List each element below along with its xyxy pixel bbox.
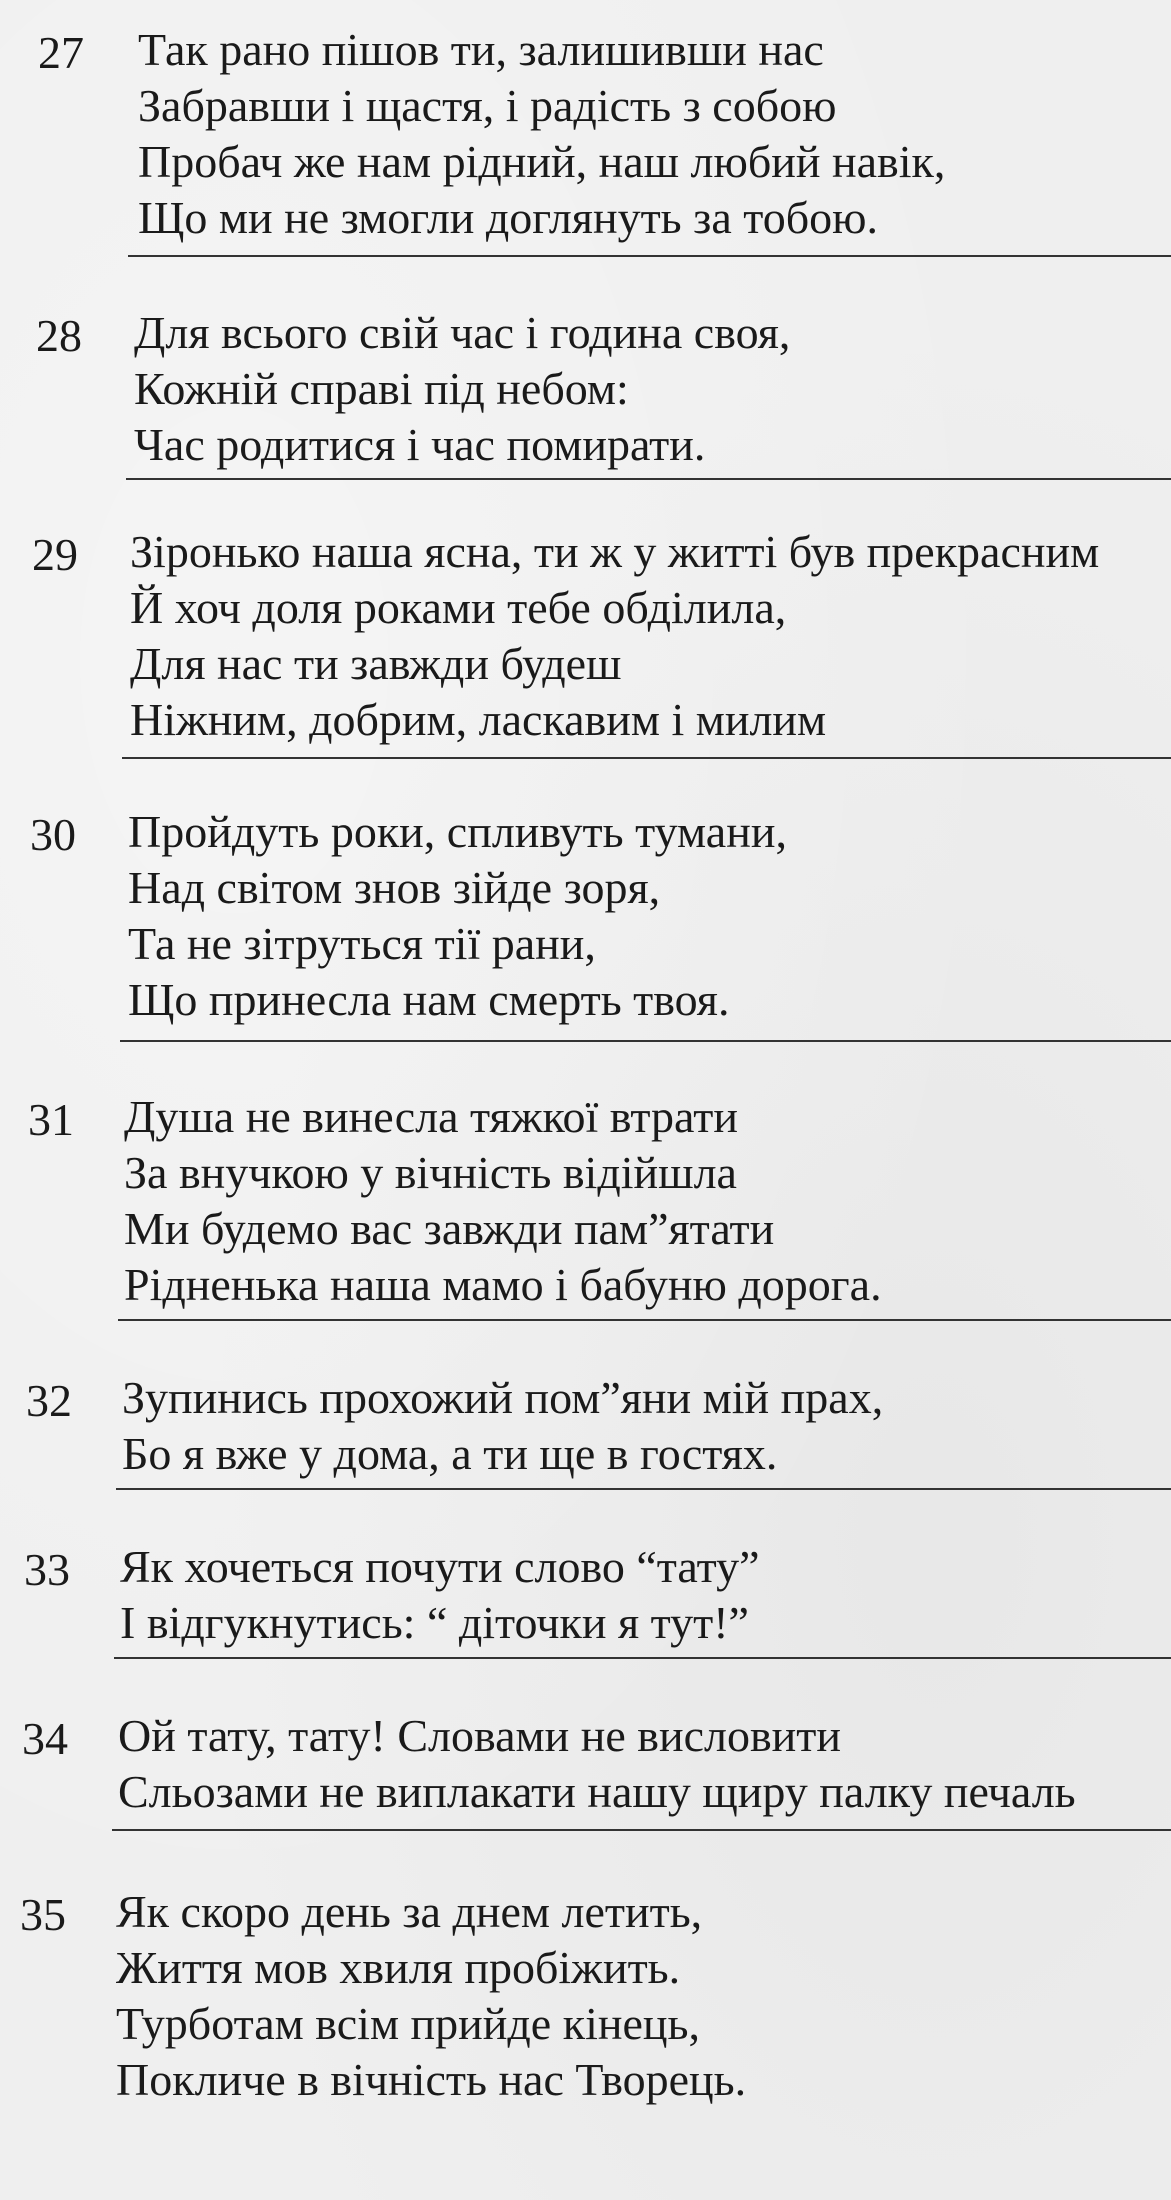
verse-line: Над світом знов зійде зоря, [128, 862, 661, 913]
verse-line: Зіронько наша ясна, ти ж у житті був прекрасним [130, 526, 1100, 577]
verse-text [120, 1539, 760, 1651]
verse-line: Життя мов хвиля пробіжить. [116, 1942, 681, 1993]
verse-number: 33 [24, 1544, 70, 1595]
verse-text [122, 1370, 883, 1482]
verse-number: 34 [22, 1713, 68, 1764]
verse-line: Час родитися і час помирати. [134, 419, 706, 470]
separator-line [120, 1040, 1171, 1042]
verse-line: Як хочеться почути слово “тату” [120, 1541, 760, 1592]
verse-line: Сльозами не виплакати нашу щиру палку печаль [118, 1766, 1076, 1817]
verse-number: 28 [36, 310, 82, 361]
verse-text [134, 305, 790, 473]
verse-line: Що принесла нам смерть твоя. [128, 974, 730, 1025]
verse-line: За внучкою у вічність відійшла [124, 1147, 737, 1198]
verse-line: Ніжним, добрим, ласкавим і милим [130, 694, 827, 745]
verse-line: Рідненька наша мамо і бабуню дорога. [124, 1259, 882, 1310]
verse-text [128, 804, 787, 1028]
separator-line [114, 1657, 1171, 1659]
separator-line [126, 478, 1171, 480]
verse-number: 27 [38, 27, 84, 78]
verse-text [130, 524, 1099, 748]
verse-text [118, 1708, 1076, 1820]
verse-number: 31 [28, 1094, 74, 1145]
separator-line [112, 1829, 1171, 1831]
verse-line: Пробач же нам рідний, наш любий навік, [138, 136, 946, 187]
verse-number: 35 [20, 1889, 66, 1940]
verse-line: Як скоро день за днем летить, [116, 1886, 703, 1937]
verse-number: 32 [26, 1375, 72, 1426]
verse-line: Так рано пішов ти, залишивши нас [138, 24, 824, 75]
verse-line: Для всього свій час і година своя, [134, 307, 791, 358]
verse-line: Що ми не змогли доглянуть за тобою. [138, 192, 878, 243]
verse-text [116, 1884, 746, 2108]
verse-line: Душа не винесла тяжкої втрати [124, 1091, 738, 1142]
verse-text [124, 1089, 882, 1313]
verse-line: Пройдуть роки, спливуть тумани, [128, 806, 787, 857]
verse-text [138, 22, 945, 246]
verse-line: Для нас ти завжди будеш [130, 638, 622, 689]
separator-line [118, 1319, 1171, 1321]
verse-line: Турботам всім прийде кінець, [116, 1998, 700, 2049]
verse-line: Покличе в вічність нас Творець. [116, 2054, 747, 2105]
verse-line: Та не зітруться тії рани, [128, 918, 596, 969]
verse-number: 30 [30, 809, 76, 860]
verse-line: Зупинись прохожий пом”яни мій прах, [122, 1372, 884, 1423]
separator-line [122, 757, 1171, 759]
verse-line: Й хоч доля роками тебе обділила, [130, 582, 787, 633]
verse-line: Бо я вже у дома, а ти ще в гостях. [122, 1428, 778, 1479]
separator-line [116, 1488, 1171, 1490]
verse-line: І відгукнутись: “ діточки я тут!” [120, 1597, 749, 1648]
verse-line: Кожній справі під небом: [134, 363, 629, 414]
verse-line: Ой тату, тату! Словами не висловити [118, 1710, 842, 1761]
verse-number: 29 [32, 529, 78, 580]
verse-line: Ми будемо вас завжди пам”ятати [124, 1203, 775, 1254]
verse-line: Забравши і щастя, і радість з собою [138, 80, 837, 131]
separator-line [128, 255, 1171, 257]
